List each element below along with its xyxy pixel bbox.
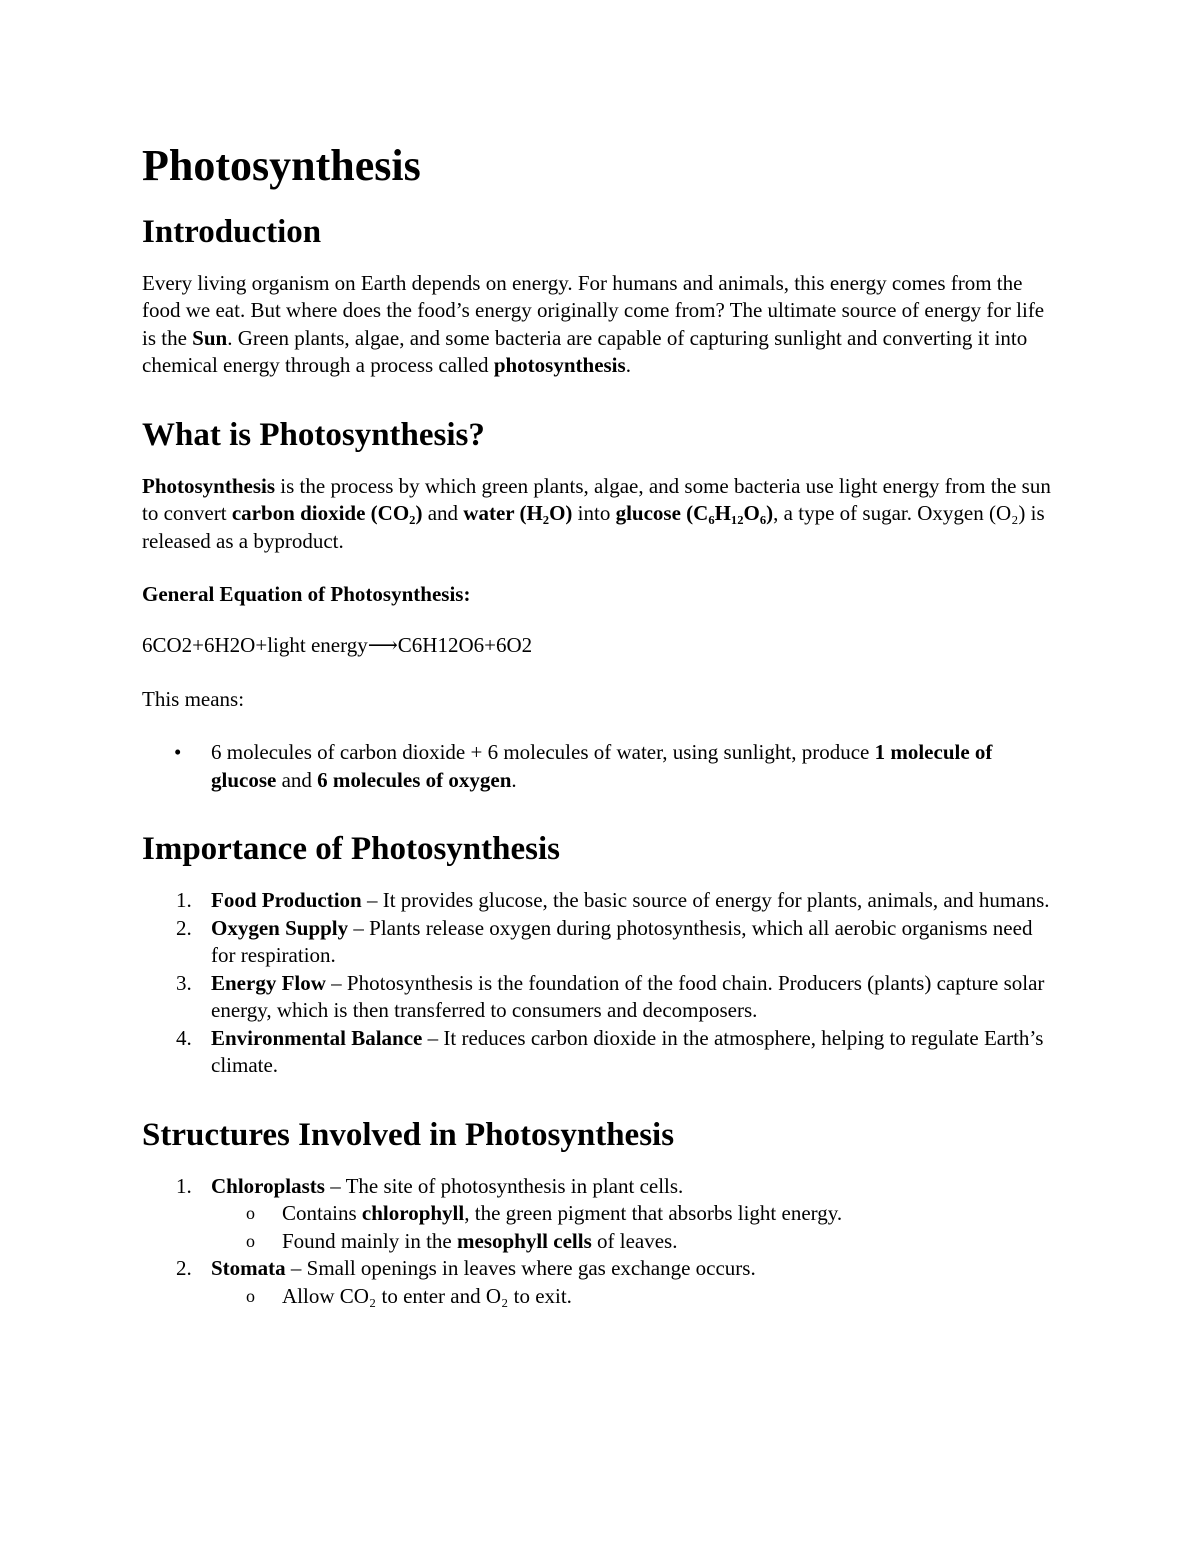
list-item xyxy=(142,739,1062,794)
list-term: Energy Flow xyxy=(211,970,326,995)
bullet-text-2: and xyxy=(276,767,318,792)
sub-text-1: Contains xyxy=(282,1201,362,1226)
list-text: – Plants release oxygen during photosynthesis, which all aerobic organisms need for respiration. xyxy=(211,915,1033,968)
what-bold-water: water (H₂O) xyxy=(463,501,573,526)
list-item xyxy=(142,970,1062,1025)
list-number: 3. xyxy=(176,970,192,995)
bullet-bold-2: 6 molecules of oxygen xyxy=(317,767,512,792)
sub-text-1: Allow CO₂ to enter and O₂ to exit. xyxy=(282,1283,572,1308)
list-text: – Small openings in leaves where gas exchange occurs. xyxy=(285,1256,756,1281)
what-heading: What is Photosynthesis? xyxy=(142,416,485,453)
structures-heading: Structures Involved in Photosynthesis xyxy=(142,1116,675,1153)
bullet-bold-1: 1 molecule of glucose xyxy=(211,740,993,792)
equation-heading: General Equation of Photosynthesis: xyxy=(142,582,471,607)
what-paragraph xyxy=(142,473,1062,556)
list-item xyxy=(142,1173,1062,1256)
sub-bold: mesophyll cells xyxy=(457,1228,592,1253)
sub-text-2: of leaves. xyxy=(591,1228,678,1253)
list-item xyxy=(142,1255,1062,1310)
list-number: 2. xyxy=(176,915,192,940)
sub-list xyxy=(211,1283,1062,1311)
document-page xyxy=(142,140,1062,1330)
list-number: 2. xyxy=(176,1256,192,1281)
what-text-4: , a type of sugar. Oxygen (O₂) is released as a byproduct. xyxy=(142,501,1045,553)
list-text: – Photosynthesis is the foundation of the food chain. Producers (plants) capture solar energy, which is then transferred to consumers and decomposers. xyxy=(211,970,1045,1023)
list-number: 4. xyxy=(176,1025,192,1050)
intro-heading: Introduction xyxy=(142,213,322,250)
list-item xyxy=(142,887,1062,915)
list-text: – The site of photosynthesis in plant cells. xyxy=(324,1173,684,1198)
list-term: Chloroplasts xyxy=(211,1173,325,1198)
what-bold-1: Photosynthesis xyxy=(142,473,276,498)
what-text-3: into xyxy=(572,501,616,526)
sub-list-item xyxy=(142,1228,1062,1256)
sub-bullet-marker: o xyxy=(246,1230,255,1251)
list-term: Oxygen Supply xyxy=(211,915,349,940)
intro-text-1: Every living organism on Earth depends on energy. For humans and animals, this energy comes from the food we eat. But where does the food’s energy originally come from? The ultimate source of energy for life is the xyxy=(142,270,1045,350)
list-term: Food Production xyxy=(211,888,362,913)
intro-text-2: . Green plants, algae, and some bacteria are capable of capturing sunlight and converting it into chemical energy through a process called xyxy=(142,325,1028,378)
importance-heading: Importance of Photosynthesis xyxy=(142,831,560,868)
sub-list xyxy=(211,1200,1062,1255)
sub-bullet-marker: o xyxy=(246,1285,255,1306)
equation: 6CO2+6H2O+light energy⟶C6H12O6+6O2 xyxy=(142,633,533,658)
bullet-text-1: 6 molecules of carbon dioxide + 6 molecules of water, using sunlight, produce xyxy=(211,740,875,765)
list-item xyxy=(142,1025,1062,1080)
list-term: Environmental Balance xyxy=(211,1025,423,1050)
sub-list-item xyxy=(142,1200,1062,1228)
what-text-1: is the process by which green plants, algae, and some bacteria use light energy from the sun to convert xyxy=(142,473,1051,526)
importance-list xyxy=(142,887,1062,1080)
means-text: This means: xyxy=(142,686,245,711)
sub-text-1: Found mainly in the xyxy=(282,1228,457,1253)
intro-paragraph xyxy=(142,270,1062,380)
what-bold-glucose: glucose (C₆H₁₂O₆) xyxy=(615,501,774,526)
list-text: – It reduces carbon dioxide in the atmosphere, helping to regulate Earth’s climate. xyxy=(211,1025,1044,1078)
bullet-marker: • xyxy=(174,740,182,765)
bullet-text-3: . xyxy=(511,767,517,792)
intro-text-3: . xyxy=(625,353,631,378)
list-term: Stomata xyxy=(211,1256,286,1281)
sub-bold: chlorophyll xyxy=(361,1201,465,1226)
intro-bold-photosynthesis: photosynthesis xyxy=(493,353,626,378)
list-number: 1. xyxy=(176,1173,192,1198)
structures-list xyxy=(142,1173,1062,1311)
list-item xyxy=(142,915,1062,970)
list-text: – It provides glucose, the basic source of energy for plants, animals, and humans. xyxy=(361,888,1050,913)
list-number: 1. xyxy=(176,888,192,913)
means-bullet-list xyxy=(142,739,1062,794)
document-title: Photosynthesis xyxy=(142,141,421,190)
sub-text-2: , the green pigment that absorbs light energy. xyxy=(464,1201,843,1226)
sub-bullet-marker: o xyxy=(246,1203,255,1224)
what-bold-co2: carbon dioxide (CO₂) xyxy=(231,501,423,526)
sub-list-item xyxy=(142,1283,1062,1311)
intro-bold-sun: Sun xyxy=(192,325,228,350)
what-text-2: and xyxy=(422,501,464,526)
